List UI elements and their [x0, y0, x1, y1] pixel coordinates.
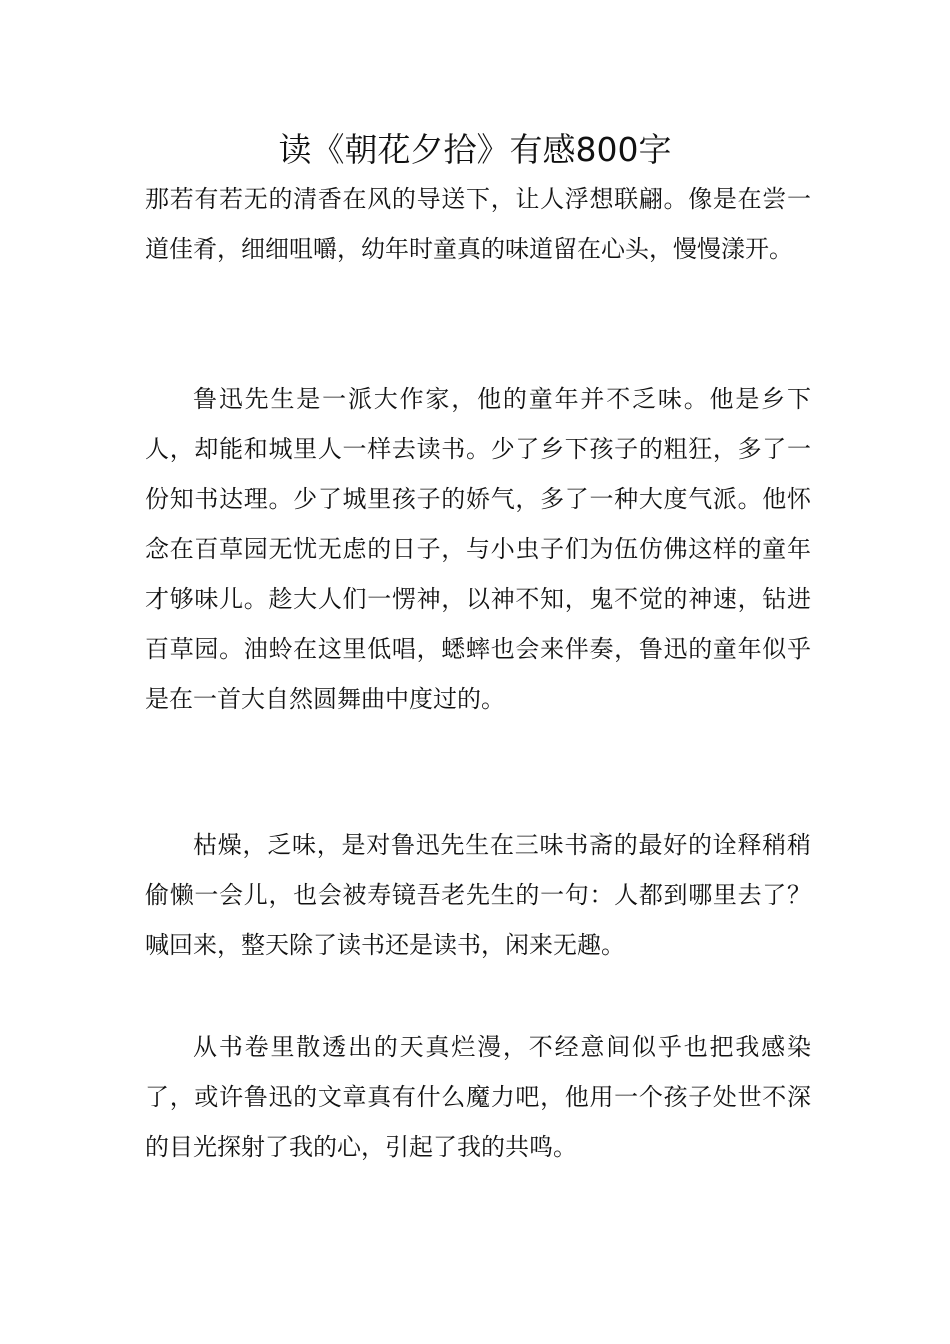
document-title: 读《朝花夕拾》有感800字 — [278, 130, 672, 169]
paragraph-1: 那若有若无的清香在风的导送下，让人浮想联翩。像是在尝一道佳肴，细细咀嚼，幼年时童真的味道留在心头，慢慢漾开。 — [145, 185, 811, 263]
paragraph-2: 鲁迅先生是一派大作家，他的童年并不乏味。他是乡下人，却能和城里人一样去读书。少了乡下孩子的粗狂，多了一份知书达理。少了城里孩子的娇气，多了一种大度气派。他怀念在百草园无忧无虑的日子，与小虫子们为伍仿佛这样的童年才够味儿。趁大人们一愣神，以神不知，鬼不觉的神速，钻进百草园。油蛉在这里低唱，蟋蟀也会来伴奏，鲁迅的童年似乎是在一首大自然圆舞曲中度过的。 — [145, 385, 811, 713]
paragraph-3: 枯燥，乏味，是对鲁迅先生在三味书斋的最好的诠释稍稍偷懒一会儿，也会被寿镜吾老先生的一句：人都到哪里去了？喊回来，整天除了读书还是读书，闲来无趣。 — [145, 831, 811, 959]
paragraph-4: 从书卷里散透出的天真烂漫，不经意间似乎也把我感染了，或许鲁迅的文章真有什么魔力吧，他用一个孩子处世不深的目光探射了我的心，引起了我的共鸣。 — [145, 1033, 811, 1161]
